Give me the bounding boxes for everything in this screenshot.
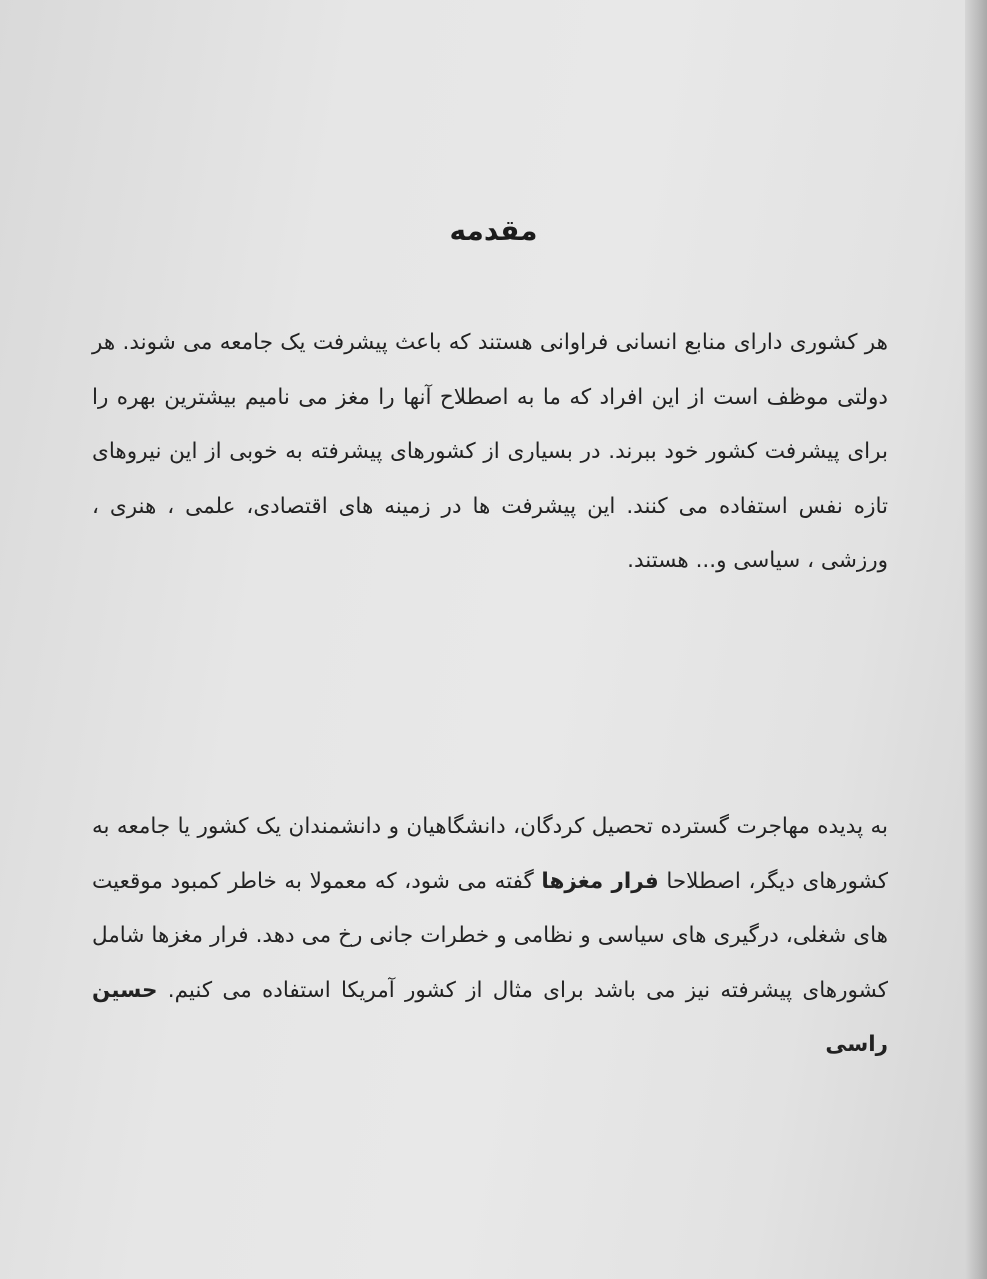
- paragraph-text-part1: به پدیده مهاجرت گسترده تحصیل کردگان، دانشگاهیان و دانشمندان یک کشور یا جامعه به کشورهای دیگر، اصطلاحا: [92, 814, 888, 894]
- page-edge-shadow: [965, 0, 987, 1279]
- intro-paragraph: هر کشوری دارای منابع انسانی فراوانی هستند که باعث پیشرفت یک جامعه می شوند. هر دولتی موظف است از این افراد که ما به اصطلاح آنها را مغز می نامیم بیشترین بهره را برای پیشرفت کشور خود ببرند. در بسیاری از کشورهای پیشرفته به خوبی از این نیروهای تازه نفس استفاده می کنند. این پیشرفت ها در زمینه های اقتصادی، علمی ، هنری ، ورزشی ، سیاسی و... هستند.: [92, 330, 888, 574]
- page-title: مقدمه: [449, 214, 538, 247]
- brain-drain-paragraph: [92, 800, 888, 1073]
- bold-term: فرار مغزها: [541, 868, 659, 894]
- paragraph-text-part2: گفته می شود، که معمولا به خاطر کمبود موقعیت های شغلی، درگیری های سیاسی و نظامی و خطرات جانی رخ می دهد. فرار مغزها شامل کشورهای پیشرفته نیز می باشد برای مثال از کشور آمریکا استفاده می کنیم.: [92, 868, 888, 1003]
- author-name: حسین راسی: [92, 977, 888, 1058]
